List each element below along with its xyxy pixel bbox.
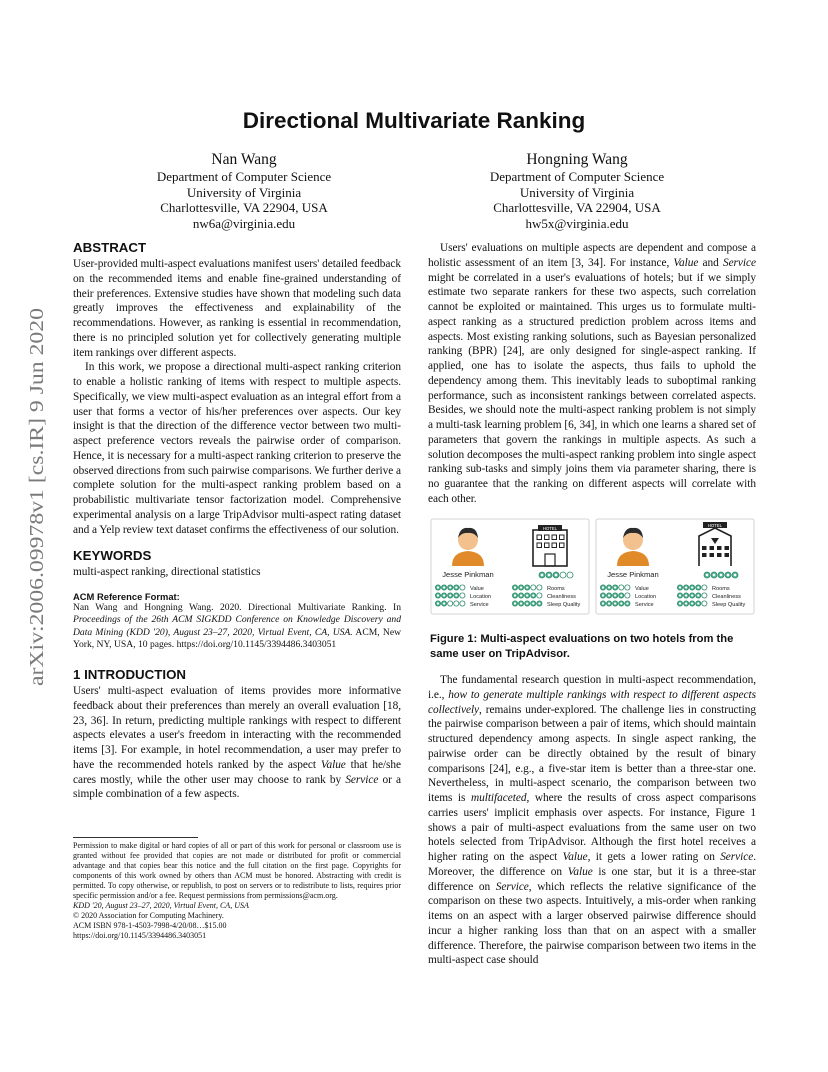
permission-text: Permission to make digital or hard copies of all or part of this work for personal or classroom use is granted without fee provided that copies are not made or distributed for profit or commercial advantage and that copies bear this notice and the full citation on the first page. Copyrights for components of this work owned by others than ACM must be honored. Abstracting with credit is permitted. To copy otherwise, or republish, to post on servers or to redistribute to lists, requires prior specific permission and/or a fee. Request permissions from permissions@acm.org. (73, 841, 401, 900)
figure-label: Location (470, 594, 492, 600)
rating-bubble-dot (608, 594, 610, 596)
author-name: Nan Wang (211, 151, 277, 168)
permission-block (73, 841, 401, 941)
rating-bubble (460, 585, 465, 590)
rating-bubble-dot (437, 594, 439, 596)
figure-label: Sleep Quality (547, 602, 581, 608)
arxiv-stamp (10, 306, 56, 686)
rating-bubble (702, 601, 707, 606)
rating-bubble-dot (720, 574, 723, 577)
rating-bubble-dot (626, 602, 628, 604)
rating-bubble-dot (514, 602, 516, 604)
abstract-heading: ABSTRACT (73, 240, 147, 255)
author-block-2 (427, 150, 727, 232)
author-email[interactable]: hw5x@virginia.edu (525, 216, 629, 232)
figure-label: Sleep Quality (712, 602, 746, 608)
author-univ: University of Virginia (186, 184, 302, 200)
figure-label: Value (635, 586, 649, 592)
rating-bubble (625, 593, 630, 598)
rating-bubble-dot (555, 574, 558, 577)
rating-bubble (702, 585, 707, 590)
figure-label: Location (635, 594, 657, 600)
rating-bubble-dot (679, 602, 681, 604)
rating-bubble (702, 593, 707, 598)
hotel-sign-text: HOTEL (708, 523, 722, 528)
rating-bubble-dot (437, 602, 439, 604)
author-name: Hongning Wang (526, 151, 628, 168)
rating-bubble-dot (685, 602, 687, 604)
figure-label: Service (470, 602, 489, 608)
rating-bubble-dot (727, 574, 730, 577)
permission-doi[interactable]: https://doi.org/10.1145/3394486.3403051 (73, 931, 207, 940)
rating-bubble-dot (620, 594, 622, 596)
rating-bubble-dot (691, 586, 693, 588)
rating-bubble-dot (602, 586, 604, 588)
rating-bubble (567, 572, 573, 578)
review-panel (596, 519, 754, 614)
rating-bubble-dot (614, 602, 616, 604)
rating-bubble-dot (734, 574, 737, 577)
figure-label: Rooms (712, 586, 730, 592)
body-paragraph: Users' evaluations on multiple aspects are dependent and compose a holistic assessment of an item [3, 34]. For instance, Value and Service might be correlated in a user's evaluations of hotels; but if we simply estimate two separate rankers for these two aspects, such correlation cannot be exploited or maintained. This urges us to formulate multi-aspect ranking as a structured prediction problem across items and aspects. Most existing ranking solutions, such as Bayesian personalized ranking (BPR) [24], are only designed for single-aspect ranking. If applied, one has to isolate the aspects, thus fails to uphold the dependency among them. This inevitably leads to suboptimal ranking performance, such as inconsistent rankings between correlated aspects. Besides, we should note the multi-aspect ranking problem is not simply a multi-task learning problem [6, 34], in which one learns a shared set of parameters that govern the rankings in multiple aspects. As such a solution decomposes the multi-aspect ranking problem into single aspect ranking sub-tasks and simply joins them via parameter sharing, there is no guarantee that the ranking on different aspects will correlate with each other. (428, 242, 756, 505)
figure-caption-text: Figure 1: Multi-aspect evaluations on two hotels from the same user on TripAdvisor. (430, 633, 734, 660)
hotel-sign-text: HOTEL (543, 526, 557, 531)
rating-bubble (531, 585, 536, 590)
rating-bubble (448, 601, 453, 606)
rating-bubble-dot (608, 586, 610, 588)
rating-bubble (560, 572, 566, 578)
rating-bubble-dot (449, 594, 451, 596)
rating-bubble (537, 593, 542, 598)
rating-bubble-dot (532, 602, 534, 604)
rating-bubble-dot (449, 586, 451, 588)
author-email[interactable]: nw6a@virginia.edu (192, 216, 296, 232)
rating-bubble-dot (697, 594, 699, 596)
figure-label: Cleanliness (547, 594, 576, 600)
rating-bubble-dot (608, 602, 610, 604)
rating-bubble (454, 601, 459, 606)
author-univ: University of Virginia (519, 184, 635, 200)
author-dept: Department of Computer Science (156, 169, 332, 184)
rating-bubble-dot (520, 602, 522, 604)
figure-label: Value (470, 586, 484, 592)
footnote-rule (73, 837, 198, 838)
keywords-heading: KEYWORDS (73, 548, 152, 564)
rating-bubble-dot (548, 574, 551, 577)
rating-bubble-dot (706, 574, 709, 577)
rating-bubble-dot (520, 594, 522, 596)
rating-bubble-dot (614, 594, 616, 596)
rating-bubble-dot (520, 586, 522, 588)
author-address: Charlottesville, VA 22904, USA (493, 200, 661, 216)
figure-label: Service (635, 602, 654, 608)
paper-title: Directional Multivariate Ranking (242, 108, 586, 133)
rating-bubble-dot (455, 594, 457, 596)
rating-bubble-dot (443, 602, 445, 604)
rating-bubble-dot (526, 586, 528, 588)
abstract-paragraph: User-provided multi-aspect evaluations manifest users' detailed feedback on the recommended items and enable fine-grained understanding of their preferences. Extensive studies have shown that modeling such data greatly improves the effectiveness and explainability of the recommendations. However, as ranking is essential in recommendation, there is no principled solution yet for collectively generating multiple item rankings over different aspects. (73, 258, 401, 359)
rating-bubble-dot (697, 602, 699, 604)
intro-paragraph: Users' multi-aspect evaluation of items provides more informative feedback about their preferences than merely an overall evaluation [18, 23, 36]. In return, predicting multiple rankings with respect to different aspects elevates a user's freedom in interacting with the recommended items [3]. For example, in hotel recommendation, a user may prefer to have the recommended hotels ranked by the aspect Value that he/she cares mostly, while the other user may choose to rank by Service or a simple combination of a few aspects. (73, 685, 401, 801)
rating-bubble (619, 585, 624, 590)
review-panel (431, 519, 589, 614)
rating-bubble-dot (443, 586, 445, 588)
body-paragraph: The fundamental research question in multi-aspect recommendation, i.e., how to generate multiple rankings with respect to different aspects collectively, remains under-explored. The challenge lies in constructing the pairwise comparison between a pair of items, which should maintain structured dependency among aspects. In single aspect ranking, the pairwise order can be directly obtained by the result of binary comparisons [24], e.g., a five-star item is better than a three-star one. Nevertheless, in multi-aspect scenario, the comparison between two items is multifaceted, where the results of cross aspect comparisons carries users' implicit emphasis over aspects. For instance, Figure 1 shows a pair of multi-aspect evaluations from the same user on two hotels selected from TripAdvisor. Although the first hotel receives a higher rating on the aspect Value, it gets a lower rating on Service. Moreover, the difference on Value is one star, but it is a three-star difference on Service, which reflects the relative significance of the comparison on these two aspects. Intuitively, a mis-order when ranking items on an aspect with a larger observed pairwise difference should incur a higher ranking loss than that on an aspect with a smaller difference. Therefore, the pairwise comparison between two items in the multi-aspect case should (428, 674, 757, 967)
intro-heading: 1 INTRODUCTION (73, 667, 187, 683)
rating-bubble-dot (614, 586, 616, 588)
permission-copyright: © 2020 Association for Computing Machinery. (73, 911, 224, 920)
abstract-paragraph: In this work, we propose a directional multi-aspect ranking criterion to enable a holistic ranking of items with respect to multiple aspects. Specifically, we view multi-aspect evaluation as an integral effort from a user that forms a vector of his/her preferences over aspects. Our key insight is that the direction of the difference vector between two multi-aspect preference vectors reveals the pairwise order of comparison. Hence, it is necessary for a multi-aspect ranking criterion to preserve the observed directions from such pairwise comparisons. We further derive a complete solution for the multi-aspect ranking problem based on a probabilistic multivariate tensor factorization model. Comprehensive experimental analysis on a large TripAdvisor multi-aspect rating dataset and a Yelp review text dataset confirms the effectiveness of our solution. (73, 361, 401, 536)
rating-bubble-dot (443, 594, 445, 596)
rating-bubble-dot (532, 594, 534, 596)
rating-bubble-dot (691, 602, 693, 604)
left-column (73, 240, 401, 802)
rating-bubble-dot (526, 594, 528, 596)
author-dept: Department of Computer Science (489, 169, 665, 184)
rating-bubble (537, 585, 542, 590)
rating-bubble-dot (526, 602, 528, 604)
acm-ref-heading: ACM Reference Format: (73, 591, 180, 602)
author-address: Charlottesville, VA 22904, USA (160, 200, 328, 216)
rating-bubble-dot (437, 586, 439, 588)
rating-bubble-dot (620, 602, 622, 604)
user-name: Jesse Pinkman (442, 570, 494, 579)
arxiv-stamp-text: arXiv:2006.09978v1 [cs.IR] 9 Jun 2020 (26, 359, 48, 686)
rating-bubble-dot (602, 594, 604, 596)
rating-bubble-dot (685, 586, 687, 588)
acm-ref-text: Nan Wang and Hongning Wang. 2020. Directional Multivariate Ranking. In Proceedings of the 26th ACM SIGKDD Conference on Knowledge Discovery and Data Mining (KDD '20), August 23–27, 2020, Virtual Event, CA, USA. ACM, New York, NY, USA, 10 pages. https://doi.org/10.1145/3394486.3403051 (73, 602, 402, 650)
rating-bubble-dot (514, 594, 516, 596)
rating-bubble (625, 585, 630, 590)
figure-label: Cleanliness (712, 594, 741, 600)
figure-label: Rooms (547, 586, 565, 592)
permission-venue: KDD '20, August 23–27, 2020, Virtual Event, CA, USA (73, 901, 249, 910)
rating-bubble-dot (685, 594, 687, 596)
rating-bubble-dot (455, 586, 457, 588)
rating-bubble-dot (691, 594, 693, 596)
author-block-1 (94, 150, 394, 232)
right-column-top (428, 241, 756, 507)
figure-1-caption (430, 632, 756, 661)
user-name: Jesse Pinkman (607, 570, 659, 579)
rating-bubble-dot (541, 574, 544, 577)
rating-bubble-dot (697, 586, 699, 588)
rating-bubble (460, 601, 465, 606)
rating-bubble-dot (679, 586, 681, 588)
rating-bubble-dot (713, 574, 716, 577)
rating-bubble-dot (602, 602, 604, 604)
rating-bubble-dot (679, 594, 681, 596)
permission-isbn: ACM ISBN 978-1-4503-7998-4/20/08…$15.00 (73, 921, 227, 930)
rating-bubble-dot (514, 586, 516, 588)
keywords-text: multi-aspect ranking, directional statistics (73, 566, 261, 579)
rating-bubble-dot (538, 602, 540, 604)
rating-bubble (460, 593, 465, 598)
right-column-bottom (428, 673, 756, 968)
figure-1 (430, 518, 756, 616)
